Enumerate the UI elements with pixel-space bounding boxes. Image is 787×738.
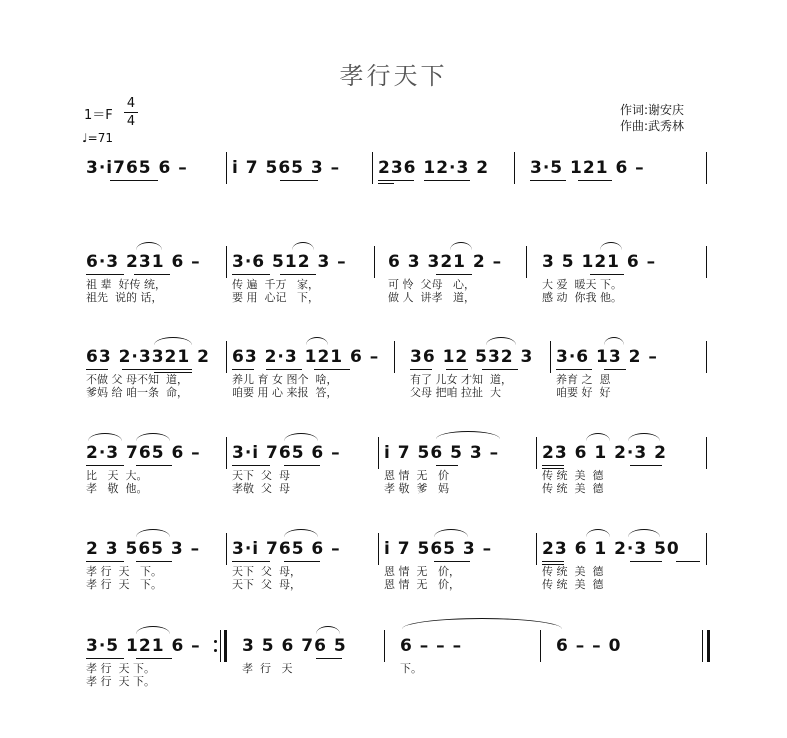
measure: 2·3 765 6 –: [86, 443, 201, 463]
measure: 3·5 121 6 –: [86, 636, 201, 656]
lyric-line-2: 传 统 美 德: [542, 578, 604, 591]
beam-underline: [122, 369, 192, 370]
lyric-line-1: 大 爱 暖天 下。: [542, 278, 622, 291]
measure: 36 12 532 3: [410, 347, 534, 367]
beam-underline: [424, 180, 470, 181]
beam-underline: [630, 561, 662, 562]
lyric-line-2: 传 统 美 德: [542, 482, 604, 495]
measure: 23 6 1 2·3 50: [542, 539, 680, 559]
slur: [628, 529, 660, 537]
measure: 6 – – –: [400, 636, 463, 656]
slur: [586, 529, 610, 537]
barline: [226, 533, 227, 565]
measure: 63 2·3321 2: [86, 347, 210, 367]
beam-underline: [134, 274, 170, 275]
beam-underline: [136, 561, 172, 562]
barline: [550, 341, 551, 373]
repeat-dots: [214, 640, 218, 654]
slur: [586, 433, 610, 441]
beam-underline: [86, 658, 124, 659]
lyric-line-1: 下。: [400, 662, 422, 675]
barline: [706, 533, 707, 565]
measure: 23 6 1 2·3 2: [542, 443, 667, 463]
beam-underline: [232, 274, 270, 275]
lyric-line-2: 感 动 你我 他。: [542, 291, 622, 304]
slur: [316, 626, 340, 634]
lyric-line-1: 恩 情 无 价: [384, 469, 449, 482]
barline: [514, 152, 515, 184]
slur: [436, 431, 500, 439]
beam-underline: [604, 369, 626, 370]
lyric-line-1: 养儿 育 女 图个 啥，: [232, 373, 338, 386]
time-signature-bottom: 4: [126, 114, 136, 129]
barline: [706, 437, 707, 469]
song-title: 孝行天下: [339, 62, 448, 90]
beam-underline: [590, 274, 624, 275]
measure: 2 3 565 3 –: [86, 539, 201, 559]
lyric-line-2: 孝 敬 爹 妈: [384, 482, 449, 495]
beam-underline: [136, 465, 172, 466]
beam-underline: [86, 274, 124, 275]
beam-underline: [676, 561, 700, 562]
measure: 3·5 121 6 –: [530, 158, 645, 178]
measure: 3·i 765 6 –: [232, 443, 341, 463]
beam-underline: [542, 561, 564, 562]
slur: [284, 433, 318, 441]
barline: [706, 152, 707, 184]
barline: [226, 437, 227, 469]
measure: i 7 565 3 –: [384, 539, 493, 559]
measure: i 7 56 5 3 –: [384, 443, 500, 463]
barline: [226, 246, 227, 278]
beam-underline: [578, 180, 612, 181]
lyric-line-1: 孝 行 天 下。: [86, 662, 155, 675]
measure: 3·6 13 2 –: [556, 347, 658, 367]
lyric-line-2: 天下 父 母，: [232, 578, 301, 591]
barline: [394, 341, 395, 373]
beam-underline: [542, 465, 564, 466]
lyric-line-1: 孝 行 天: [242, 662, 293, 675]
barline: [384, 630, 385, 662]
credits: [620, 102, 684, 134]
final-barline: [702, 630, 710, 662]
lyric-line-2: 咱要 用 心 来报 答，: [232, 386, 338, 399]
slur: [284, 529, 318, 537]
measure: 63 2·3 121 6 –: [232, 347, 380, 367]
slur: [88, 433, 122, 441]
barline: [536, 533, 537, 565]
measure: 6·3 231 6 –: [86, 252, 201, 272]
composer-credit: 作曲:武秀林: [620, 119, 685, 133]
slur: [136, 529, 170, 537]
beam-underline: [410, 369, 432, 370]
beam-underline: [266, 369, 302, 370]
beam-underline: [232, 369, 254, 370]
time-signature: [124, 96, 138, 129]
lyric-line-2: 孝 行 天 下。: [86, 675, 155, 688]
measure: 6 3 321 2 –: [388, 252, 503, 272]
beam-underline: [434, 561, 470, 562]
lyric-line-1: 天下 父 母: [232, 469, 290, 482]
barline: [378, 533, 379, 565]
lyric-line-2: 孝 敬 他。: [86, 482, 148, 495]
measure: 3·i765 6 –: [86, 158, 188, 178]
slur: [450, 242, 472, 250]
beam-underline: [482, 369, 518, 370]
lyric-line-1: 传 统 美 德: [542, 565, 604, 578]
time-signature-top: 4: [126, 96, 136, 111]
beam-underline: [232, 465, 270, 466]
tempo-marking: ♩=71: [82, 131, 113, 145]
lyric-line-1: 可 怜 父母 心，: [388, 278, 475, 291]
barline: [536, 437, 537, 469]
slur: [306, 337, 328, 345]
lyric-line-1: 不做 父 母不知 道，: [86, 373, 188, 386]
barline: [226, 341, 227, 373]
barline: [226, 152, 227, 184]
beam-underline: [316, 658, 342, 659]
beam-underline: [86, 561, 124, 562]
beam-underline: [630, 465, 662, 466]
lyric-line-1: 传 遍 千万 家，: [232, 278, 319, 291]
lyric-line-2: 咱要 好 好: [556, 386, 611, 399]
lyric-line-2: 祖先 说的 话，: [86, 291, 163, 304]
slur: [604, 337, 624, 345]
slur: [136, 626, 170, 634]
lyric-line-2: 恩 情 无 价，: [384, 578, 460, 591]
lyric-line-2: 父母 把咱 拉扯 大: [410, 386, 501, 399]
barline: [378, 437, 379, 469]
beam-underline: [110, 180, 158, 181]
slur: [486, 337, 516, 345]
lyric-line-2: 做 人 讲孝 道，: [388, 291, 475, 304]
beam-underline: [314, 369, 350, 370]
barline: [706, 246, 707, 278]
measure: i 7 565 3 –: [232, 158, 341, 178]
beam-underline: [556, 369, 592, 370]
beam-underline: [436, 274, 472, 275]
measure: 3·6 512 3 –: [232, 252, 347, 272]
lyric-line-1: 有了 儿女 才知 道，: [410, 373, 512, 386]
measure: 3·i 765 6 –: [232, 539, 341, 559]
beam-underline: [378, 183, 394, 184]
beam-underline: [378, 180, 414, 181]
beam-underline: [86, 369, 108, 370]
slur: [292, 242, 314, 250]
lyric-line-1: 养育 之 恩: [556, 373, 611, 386]
lyric-line-2: 爹妈 给 咱一条 命，: [86, 386, 188, 399]
slur: [434, 529, 468, 537]
slur: [136, 242, 162, 250]
beam-underline: [86, 465, 124, 466]
slur: [600, 242, 622, 250]
lyric-line-1: 传 统 美 德: [542, 469, 604, 482]
measure: 6 – – 0: [556, 636, 622, 656]
lyricist-credit: 作词:谢安庆: [620, 103, 685, 117]
barline: [706, 341, 707, 373]
lyric-line-1: 比 天 大。: [86, 469, 148, 482]
slur: [154, 337, 192, 345]
beam-underline: [280, 180, 318, 181]
lyric-line-1: 天下 父 母，: [232, 565, 301, 578]
measure: 236 12·3 2: [378, 158, 490, 178]
beam-underline: [284, 561, 320, 562]
measure: 3 5 121 6 –: [542, 252, 657, 272]
lyric-line-1: 孝 行 天 下。: [86, 565, 162, 578]
beam-underline: [530, 180, 566, 181]
barline: [374, 246, 375, 278]
slur: [628, 433, 660, 441]
key-signature: 1＝F: [84, 108, 113, 123]
barline: [372, 152, 373, 184]
beam-underline: [284, 465, 320, 466]
lyric-line-2: 孝敬 父 母: [232, 482, 290, 495]
beam-underline: [280, 274, 316, 275]
lyric-line-2: 孝 行 天 下。: [86, 578, 162, 591]
beam-underline: [446, 369, 468, 370]
lyric-line-1: 恩 情 无 价，: [384, 565, 460, 578]
beam-underline: [436, 465, 458, 466]
lyric-line-1: 祖 辈 好传 统，: [86, 278, 166, 291]
measure: 3 5 6 76 5: [242, 636, 347, 656]
beam-underline: [136, 658, 172, 659]
beam-underline: [232, 561, 270, 562]
repeat-barline: [220, 630, 227, 662]
barline: [526, 246, 527, 278]
tie: [402, 618, 562, 629]
slur: [136, 433, 170, 441]
barline: [540, 630, 541, 662]
lyric-line-2: 要 用 心记 下，: [232, 291, 319, 304]
